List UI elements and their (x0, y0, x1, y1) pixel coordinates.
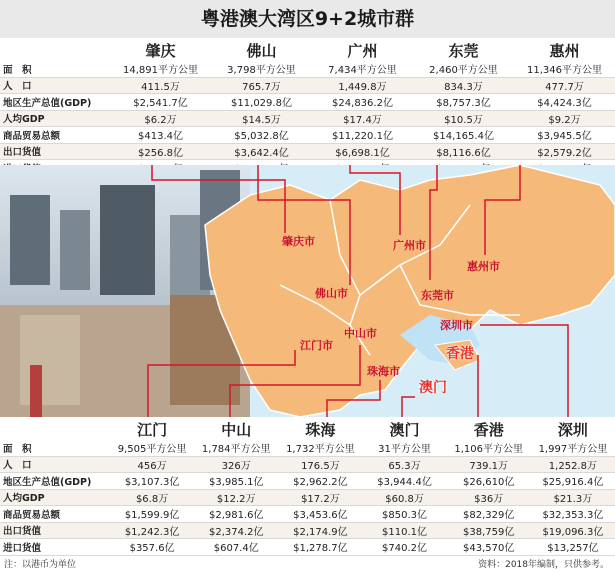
table-cell: 1,449.8万 (312, 77, 413, 94)
city-name-header: 佛山 (246, 41, 277, 60)
header-spacer (0, 39, 110, 61)
row-label: 地区生产总值(GDP) (0, 473, 110, 490)
table-cell: $2,374.2亿 (194, 522, 278, 539)
table-cell: $357.6亿 (110, 539, 194, 556)
city-name-header: 深圳 (557, 420, 588, 439)
table-cell: $11,029.8亿 (211, 94, 312, 111)
building-photo (60, 210, 90, 290)
table-cell: $4,424.3亿 (514, 94, 615, 111)
map-label-huizhou: 惠州市 (467, 260, 500, 273)
table-cell: 31平方公里 (362, 440, 446, 456)
city-name-header: 澳门 (389, 420, 420, 439)
row-label: 地区生产总值(GDP) (0, 94, 110, 111)
gba-map (0, 165, 615, 417)
table-cell: 411.5万 (110, 77, 211, 94)
table-row (0, 489, 615, 506)
row-label: 人均GDP (0, 489, 110, 506)
row-label: 商品贸易总额 (0, 127, 110, 144)
table-cell: $13,257亿 (531, 539, 615, 556)
table-cell: $9.2万 (514, 110, 615, 127)
table-cell: $14.5万 (211, 110, 312, 127)
table-header-row (0, 39, 615, 61)
table-cell: 1,732平方公里 (278, 440, 362, 456)
table-cell: $2,579.2亿 (514, 143, 615, 160)
table-cell: 14,891平方公里 (110, 61, 211, 77)
city-name-header: 广州 (347, 41, 378, 60)
table-cell: 176.5万 (278, 456, 362, 473)
map-label-hongkong: 香港 (446, 346, 474, 362)
table-cell: $3,107.3亿 (110, 473, 194, 490)
bottom-cities-table (0, 418, 615, 556)
table-cell: $19,096.3亿 (531, 522, 615, 539)
map-label-dongguan: 东莞市 (421, 289, 454, 302)
table-cell: 1,106平方公里 (447, 440, 531, 456)
row-label: 人均GDP (0, 110, 110, 127)
table-cell: $43,570亿 (447, 539, 531, 556)
map-label-zhuhai: 珠海市 (367, 365, 400, 378)
table-cell: 65.3万 (362, 456, 446, 473)
table-cell: $82,329亿 (447, 506, 531, 523)
table-cell: $3,945.5亿 (514, 127, 615, 144)
table-cell: 739.1万 (447, 456, 531, 473)
table-cell: $8,116.6亿 (413, 143, 514, 160)
row-label: 商品贸易总额 (0, 506, 110, 523)
table-cell: $2,541.7亿 (110, 94, 211, 111)
map-label-zhongshan: 中山市 (344, 327, 377, 340)
table-cell: 1,252.8万 (531, 456, 615, 473)
table-cell: $1,599.9亿 (110, 506, 194, 523)
table-row (0, 94, 615, 111)
table-cell: $26,610亿 (447, 473, 531, 490)
city-name-header: 香港 (473, 420, 504, 439)
table-cell: $2,981.6亿 (194, 506, 278, 523)
city-name-header: 江门 (137, 420, 168, 439)
table-cell: 326万 (194, 456, 278, 473)
table-cell: $3,985.1亿 (194, 473, 278, 490)
row-label: 出口货值 (0, 522, 110, 539)
map-label-shenzhen: 深圳市 (440, 319, 473, 332)
row-label: 面 积 (0, 440, 110, 456)
table-cell: 765.7万 (211, 77, 312, 94)
table-cell: $24,836.2亿 (312, 94, 413, 111)
table-cell: 11,346平方公里 (514, 61, 615, 77)
table-cell: 1,997平方公里 (531, 440, 615, 456)
table-cell: 2,460平方公里 (413, 61, 514, 77)
source-note: 资料：2018年编制，只供参考。 (478, 560, 609, 570)
table-cell: 456万 (110, 456, 194, 473)
map-graphic (0, 165, 615, 417)
table-cell: $60.8万 (362, 489, 446, 506)
table-cell: $6,698.1亿 (312, 143, 413, 160)
top-cities-table (0, 39, 615, 177)
map-label-macau: 澳门 (419, 380, 447, 396)
table-cell: $25,916.4亿 (531, 473, 615, 490)
table-cell: 7,434平方公里 (312, 61, 413, 77)
table-cell: 834.3万 (413, 77, 514, 94)
map-label-zhaoqing: 肇庆市 (282, 235, 315, 248)
table-row (0, 506, 615, 523)
map-label-foshan: 佛山市 (315, 287, 348, 300)
table-cell: $8,757.3亿 (413, 94, 514, 111)
table-cell: $413.4亿 (110, 127, 211, 144)
table-row (0, 77, 615, 94)
table-cell: 3,798平方公里 (211, 61, 312, 77)
table-cell: $36万 (447, 489, 531, 506)
table-cell: $740.2亿 (362, 539, 446, 556)
table-row (0, 110, 615, 127)
table-cell: $14,165.4亿 (413, 127, 514, 144)
building-photo (10, 195, 50, 285)
building-photo (20, 315, 80, 405)
row-label: 人 口 (0, 456, 110, 473)
table-header-row (0, 418, 615, 440)
table-cell: $32,353.3亿 (531, 506, 615, 523)
row-label: 面 积 (0, 61, 110, 77)
building-photo (100, 185, 155, 295)
table-cell: $17.2万 (278, 489, 362, 506)
table-row (0, 456, 615, 473)
table-cell: $3,642.4亿 (211, 143, 312, 160)
city-name-header: 东莞 (448, 41, 479, 60)
table-cell: $1,242.3亿 (110, 522, 194, 539)
row-label: 人 口 (0, 77, 110, 94)
table-cell: $6.8万 (110, 489, 194, 506)
table-row (0, 539, 615, 556)
table-cell: $6.2万 (110, 110, 211, 127)
page-title: 粤港澳大湾区9+2城市群 (0, 0, 615, 38)
table-row (0, 61, 615, 77)
row-label: 出口货值 (0, 143, 110, 160)
table-cell: $2,174.9亿 (278, 522, 362, 539)
map-label-guangzhou: 广州市 (393, 239, 426, 252)
table-cell: $3,453.6亿 (278, 506, 362, 523)
table-row (0, 127, 615, 144)
city-name-header: 惠州 (549, 41, 580, 60)
header-spacer (0, 418, 110, 440)
map-label-jiangmen: 江门市 (300, 339, 333, 352)
table-row (0, 522, 615, 539)
currency-footnote: 注：以港币为单位 (4, 560, 77, 570)
tower-photo (30, 365, 42, 417)
table-cell: $5,032.8亿 (211, 127, 312, 144)
table-cell: 477.7万 (514, 77, 615, 94)
table-row (0, 440, 615, 456)
table-cell: $2,962.2亿 (278, 473, 362, 490)
table-cell: $850.3亿 (362, 506, 446, 523)
table-cell: $12.2万 (194, 489, 278, 506)
city-name-header: 中山 (221, 420, 252, 439)
table-cell: $11,220.1亿 (312, 127, 413, 144)
table-row (0, 143, 615, 160)
table-cell: $256.8亿 (110, 143, 211, 160)
table-cell: 1,784平方公里 (194, 440, 278, 456)
city-name-header: 珠海 (305, 420, 336, 439)
table-cell: $110.1亿 (362, 522, 446, 539)
table-cell: $1,278.7亿 (278, 539, 362, 556)
table-cell: $607.4亿 (194, 539, 278, 556)
table-cell: $17.4万 (312, 110, 413, 127)
table-cell: $21.3万 (531, 489, 615, 506)
table-row (0, 473, 615, 490)
city-name-header: 肇庆 (145, 41, 176, 60)
table-cell: $38,759亿 (447, 522, 531, 539)
table-cell: $10.5万 (413, 110, 514, 127)
row-label: 进口货值 (0, 539, 110, 556)
table-cell: 9,505平方公里 (110, 440, 194, 456)
table-cell: $3,944.4亿 (362, 473, 446, 490)
